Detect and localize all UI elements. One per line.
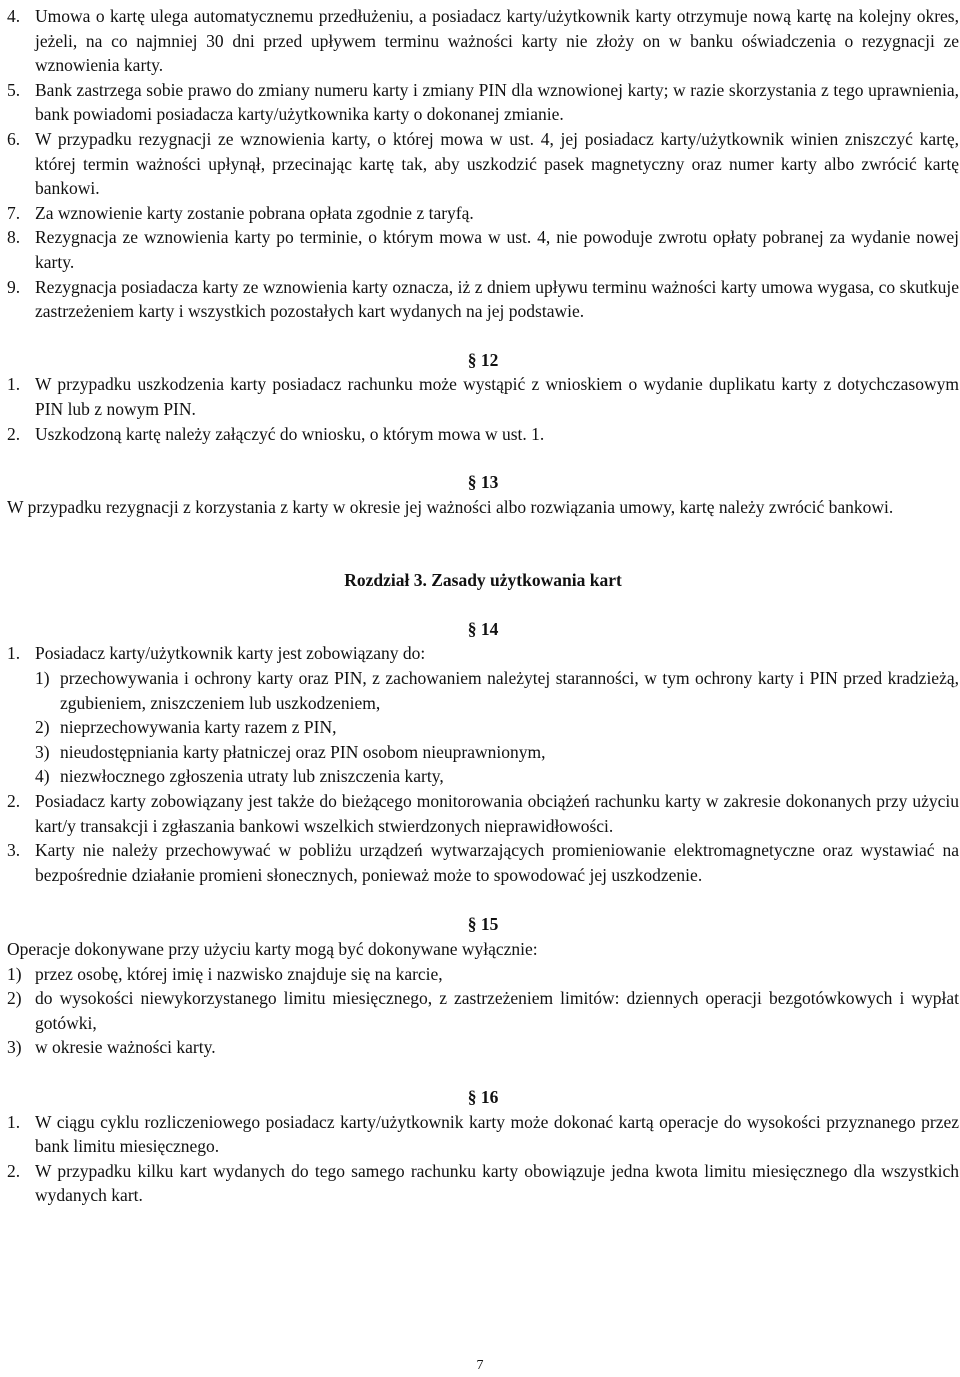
s14-paragraph-3 (7, 838, 959, 887)
s15-intro: Operacje dokonywane przy użyciu karty mogą być dokonywane wyłącznie: (7, 939, 538, 959)
paragraph-number: 5. (7, 79, 21, 100)
section-heading-13: § 13 (467, 472, 499, 493)
subitem-number: 2) (35, 717, 50, 738)
paragraph-number: 1. (7, 1111, 21, 1132)
paragraph-text: Za wznowienie karty zostanie pobrana opłata zgodnie z taryfą. (35, 202, 474, 223)
s14-subitem-1 (7, 666, 959, 715)
paragraph-number: 2. (7, 1160, 21, 1181)
spacer (7, 324, 959, 348)
spacer (7, 446, 959, 470)
spacer (7, 1060, 959, 1085)
item-number: 2) (7, 988, 22, 1009)
paragraph-number: 8. (7, 227, 21, 248)
paragraph-5 (7, 78, 959, 127)
s15-item-3 (7, 1035, 959, 1060)
chapter-title: Rozdział 3. Zasady użytkowania kart (344, 570, 622, 591)
item-text: do wysokości niewykorzystanego limitu miesięcznego, z zastrzeżeniem limitów: dziennych operacji bezgotówkowych i wypłat gotówki, (35, 988, 959, 1033)
paragraph-number: 2. (7, 791, 21, 812)
paragraph-text: W przypadku kilku kart wydanych do tego samego rachunku karty obowiązuje jedna kwota limitu miesięcznego dla wszystkich wydanych kart. (35, 1160, 959, 1206)
paragraph-4 (7, 4, 959, 78)
paragraph-number: 1. (7, 643, 21, 664)
s12-paragraph-1 (7, 372, 959, 421)
section-heading-15: § 15 (467, 914, 499, 935)
section-heading-12: § 12 (467, 349, 499, 370)
s12-paragraph-2 (7, 422, 959, 447)
paragraph-text: W przypadku uszkodzenia karty posiadacz rachunku może wystąpić z wnioskiem o wydanie duplikatu karty z dotychczasowym PIN lub z nowym PIN. (35, 374, 959, 419)
section-heading-14: § 14 (467, 618, 499, 639)
s16-paragraph-1 (7, 1110, 959, 1159)
spacer (7, 593, 959, 617)
paragraph-text: Posiadacz karty zobowiązany jest także do bieżącego monitorowania obciążeń rachunku karty w zakresie dokonanych przy użyciu kart/y transakcji i zgłaszania bankowi wszelkich stwierdzonych nieprawidłowości. (35, 791, 959, 836)
paragraph-text: Karty nie należy przechowywać w pobliżu urządzeń wytwarzających promieniowanie elektromagnetyczne oraz wystawiać na bezpośrednie działanie promieni słonecznych, ponieważ może to spowodować jej uszkodzenie. (35, 840, 959, 885)
paragraph-number: 7. (7, 202, 21, 223)
page-number: 7 (476, 1358, 484, 1373)
paragraph-number: 3. (7, 840, 21, 861)
spacer (7, 519, 959, 568)
paragraph-number: 2. (7, 423, 21, 444)
paragraph-number: 9. (7, 276, 21, 297)
s14-paragraph-2 (7, 789, 959, 838)
s15-item-2 (7, 986, 959, 1035)
paragraph-9 (7, 275, 959, 324)
item-number: 1) (7, 963, 22, 984)
subitem-number: 4) (35, 766, 50, 787)
subitem-number: 3) (35, 741, 50, 762)
paragraph-text: Rezygnacja ze wznowienia karty po terminie, o którym mowa w ust. 4, nie powoduje zwrotu opłaty pobranej za wydanie nowej karty. (35, 227, 959, 272)
paragraph-text: Rezygnacja posiadacza karty ze wznowienia karty oznacza, iż z dniem upływu terminu ważności karty umowa wygasa, co skutkuje zastrzeżeniem karty i wszystkich pozostałych kart wydanych na jej podstawie. (35, 276, 959, 322)
s14-subitem-2 (7, 715, 959, 740)
s14-subitem-4 (7, 764, 959, 789)
paragraph-8 (7, 225, 959, 274)
s14-subitem-3 (7, 740, 959, 765)
document-body (7, 4, 959, 1208)
subitem-text: niezwłocznego zgłoszenia utraty lub zniszczenia karty, (60, 766, 444, 787)
s15-item-1 (7, 962, 959, 987)
subitem-text: przechowywania i ochrony karty oraz PIN, z zachowaniem należytej staranności, w tym ochrony karty i PIN przed kradzieżą, zgubieniem, zniszczeniem lub uszkodzeniem, (60, 668, 959, 713)
section-heading-16: § 16 (467, 1086, 499, 1107)
paragraph-text: W ciągu cyklu rozliczeniowego posiadacz karty/użytkownik karty może dokonać kartą operacje do wysokości przyznanego przez bank limitu miesięcznego. (35, 1111, 959, 1157)
paragraph-text: W przypadku rezygnacji ze wznowienia karty, o której mowa w ust. 4, jej posiadacz karty/użytkownik winien zniszczyć kartę, której termin ważności upłynął, przecinając kartę tak, aby uszkodzić pasek magnetyczny oraz numer karty albo zwrócić kartę bankowi. (35, 128, 959, 199)
s14-paragraph-1 (7, 641, 959, 666)
subitem-text: nieudostępniania karty płatniczej oraz PIN osobom nieuprawnionym, (60, 741, 546, 762)
subitem-text: nieprzechowywania karty razem z PIN, (60, 717, 337, 738)
paragraph-text: Bank zastrzega sobie prawo do zmiany numeru karty i zmiany PIN dla wznowionej karty; w razie skorzystania z tego uprawnienia, bank powiadomi posiadacza karty/użytkownika karty o dokonanej zmianie. (35, 79, 959, 125)
paragraph-number: 1. (7, 374, 21, 395)
paragraph-text: Posiadacz karty/użytkownik karty jest zobowiązany do: (35, 643, 426, 664)
paragraph-7 (7, 201, 959, 226)
spacer (7, 887, 959, 912)
paragraph-number: 4. (7, 6, 21, 26)
item-number: 3) (7, 1037, 22, 1058)
subitem-number: 1) (35, 668, 50, 689)
paragraph-text: Umowa o kartę ulega automatycznemu przedłużeniu, a posiadacz karty/użytkownik karty otrzymuje nową kartę na kolejny okres, jeżeli, na co najmniej 30 dni przed upływem terminu ważności karty nie złoży on w banku oświadczenia o rezygnacji ze wznowienia karty. (35, 6, 959, 76)
s13-text: W przypadku rezygnacji z korzystania z karty w okresie jej ważności albo rozwiązania umowy, kartę należy zwrócić bankowi. (7, 496, 894, 517)
s16-paragraph-2 (7, 1159, 959, 1208)
paragraph-number: 6. (7, 128, 21, 149)
item-text: w okresie ważności karty. (35, 1037, 216, 1058)
item-text: przez osobę, której imię i nazwisko znajduje się na karcie, (35, 963, 443, 984)
paragraph-text: Uszkodzoną kartę należy załączyć do wniosku, o którym mowa w ust. 1. (35, 423, 545, 444)
paragraph-6 (7, 127, 959, 201)
